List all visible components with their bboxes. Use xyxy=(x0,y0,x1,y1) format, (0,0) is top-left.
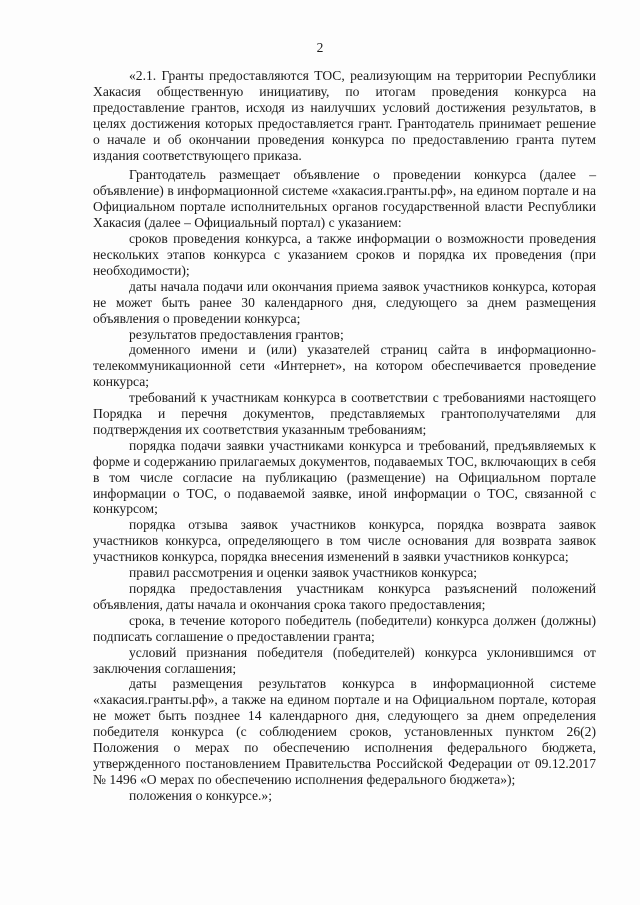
paragraph: результатов предоставления грантов; xyxy=(129,326,344,342)
paragraph: сроков проведения конкурса, а также информации о возможности проведения нескольких этапов конкурса с указанием сроков и порядка их проведения (при необходимости); xyxy=(93,231,596,278)
paragraph: порядка предоставления участникам конкурса разъяснений положений объявления, даты начала и окончания срока такого предоставления; xyxy=(93,581,596,612)
paragraph: доменного имени и (или) указателей страниц сайта в информационно-телекоммуникационной сети «Интернет», на котором обеспечивается проведение конкурса; xyxy=(93,342,596,390)
paragraph: порядка отзыва заявок участников конкурса, порядка возврата заявок участников конкурса, определяющего в том числе основания для возврата заявок участников конкурса, порядка внесения изменений в заявки участников конкурса; xyxy=(93,517,596,565)
page-number: 2 xyxy=(316,40,324,55)
paragraph: срока, в течение которого победитель (победители) конкурса должен (должны) подписать соглашение о предоставлении гранта; xyxy=(93,612,596,644)
paragraph: Грантодатель размещает объявление о проведении конкурса (далее – объявление) в информационной системе «хакасия.гранты.рф», на едином портале и на Официальном портале исполнительных органов государственной власти Республики Хакасия (далее – Официальный портал) с указанием: xyxy=(93,167,596,231)
paragraph: условий признания победителя (победителей) конкурса уклонившимся от заключения соглашения; xyxy=(93,644,596,676)
paragraph: положения о конкурсе.»; xyxy=(129,787,272,803)
paragraph: порядка подачи заявки участниками конкурса и требований, предъявляемых к форме и содержанию прилагаемых документов, подаваемых ТОС, включающих в себя в том числе согласие на публикацию (размещение) на Официальном портале информации о ТОС, о подаваемой заявке, иной информации о ТОС, связанной с конкурсом; xyxy=(93,437,596,517)
paragraph: «2.1. Гранты предоставляются ТОС, реализующим на территории Республики Хакасия общественную инициативу, по итогам проведения конкурса на предоставление грантов, исходя из наилучших условий достижения результатов, в целях достижения которых предоставляется грант. Грантодатель принимает решение о начале и об окончании проведения конкурса по предоставлению гранта путем издания соответствующего приказа. xyxy=(93,68,596,163)
paragraph: правил рассмотрения и оценки заявок участников конкурса; xyxy=(129,565,478,581)
paragraph: даты начала подачи или окончания приема заявок участников конкурса, которая не может быть ранее 30 календарного дня, следующего за днем размещения объявления о проведении конкурса; xyxy=(93,278,596,326)
paragraph: требований к участникам конкурса в соответствии с требованиями настоящего Порядка и перечня документов, представляемых грантополучателями для подтверждения их соответствия указанным требованиям; xyxy=(93,390,596,437)
paragraph: даты размещения результатов конкурса в информационной системе «хакасия.гранты.рф», а также на едином портале и на Официальном портале, которая не может быть позднее 14 календарного дня, следующего за днем определения победителя конкурса (с соблюдением сроков, установленных пунктом 26(2) Положения о мерах по обеспечению исполнения федерального бюджета, утвержденного постановлением Правительства Российской Федерации от 09.12.2017 № 1496 «О мерах по обеспечению исполнения федерального бюджета»); xyxy=(93,676,596,787)
document-body xyxy=(93,68,596,804)
